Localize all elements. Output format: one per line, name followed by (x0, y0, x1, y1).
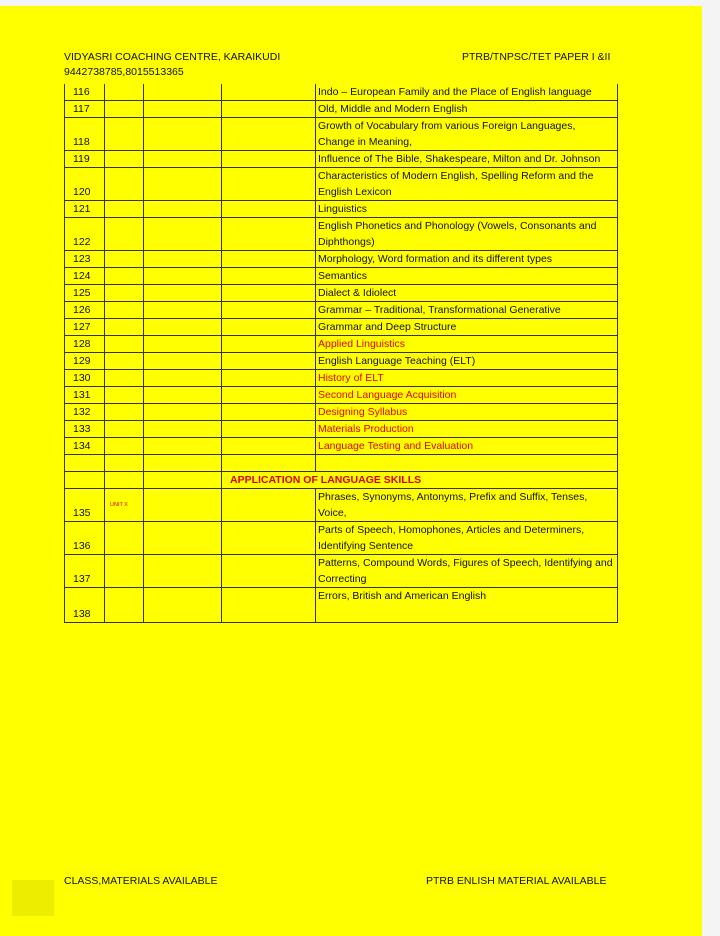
row-number: 127 (65, 319, 105, 336)
row-number: 122 (65, 218, 105, 251)
corner-mark (12, 880, 54, 916)
topic-cell-highlighted: Language Testing and Evaluation (316, 438, 618, 455)
topic-cell: Influence of The Bible, Shakespeare, Milton and Dr. Johnson (316, 151, 618, 168)
row-number: 126 (65, 302, 105, 319)
table-row (65, 421, 618, 438)
footer-left: CLASS,MATERIALS AVAILABLE (64, 875, 218, 887)
row-number: 118 (65, 118, 105, 151)
topic-cell-highlighted: Materials Production (316, 421, 618, 438)
topic-cell: Phrases, Synonyms, Antonyms, Prefix and Suffix, Tenses, Voice, (316, 489, 618, 522)
table-row (65, 151, 618, 168)
table-row (65, 336, 618, 353)
topic-cell: Semantics (316, 268, 618, 285)
row-number: 129 (65, 353, 105, 370)
section-title: APPLICATION OF LANGUAGE SKILLS (222, 472, 618, 489)
table-row (65, 251, 618, 268)
table-row (65, 302, 618, 319)
topic-cell: Old, Middle and Modern English (316, 101, 618, 118)
row-number: 116 (65, 84, 105, 101)
topic-cell: Parts of Speech, Homophones, Articles and Determiners, Identifying Sentence (316, 522, 618, 555)
topic-cell-highlighted: Applied Linguistics (316, 336, 618, 353)
table-row (65, 101, 618, 118)
table-row (65, 404, 618, 421)
topic-cell: English Phonetics and Phonology (Vowels, Consonants and Diphthongs) (316, 218, 618, 251)
topic-cell-highlighted: History of ELT (316, 370, 618, 387)
table-row (65, 168, 618, 201)
row-number: 130 (65, 370, 105, 387)
row-number: 134 (65, 438, 105, 455)
table-row (65, 588, 618, 623)
table-row (65, 319, 618, 336)
topic-cell: Indo – European Family and the Place of English language (316, 84, 618, 101)
institute-name: VIDYASRI COACHING CENTRE, KARAIKUDI (64, 51, 281, 63)
table-row (65, 201, 618, 218)
unit-label: UNIT X (105, 489, 144, 522)
row-number: 120 (65, 168, 105, 201)
row-number: 136 (65, 522, 105, 555)
table-row (65, 118, 618, 151)
topic-cell: Growth of Vocabulary from various Foreign Languages, Change in Meaning, (316, 118, 618, 151)
row-number: 135 (65, 489, 105, 522)
row-number: 123 (65, 251, 105, 268)
topic-cell: Morphology, Word formation and its different types (316, 251, 618, 268)
table-row (65, 353, 618, 370)
table-row (65, 268, 618, 285)
header-left (64, 50, 280, 80)
row-number: 128 (65, 336, 105, 353)
table-row (65, 285, 618, 302)
phone-numbers: 9442738785,8015513365 (64, 66, 184, 78)
table-row-empty (65, 455, 618, 472)
row-number: 121 (65, 201, 105, 218)
table-row (65, 438, 618, 455)
table-row (65, 489, 618, 522)
topic-cell: English Language Teaching (ELT) (316, 353, 618, 370)
row-number: 132 (65, 404, 105, 421)
topic-cell: Grammar and Deep Structure (316, 319, 618, 336)
table-row (65, 555, 618, 588)
topic-cell: Dialect & Idiolect (316, 285, 618, 302)
row-number: 117 (65, 101, 105, 118)
topic-cell-highlighted: Designing Syllabus (316, 404, 618, 421)
header-right: PTRB/TNPSC/TET PAPER I &II (462, 51, 611, 63)
topic-cell: Grammar – Traditional, Transformational Generative (316, 302, 618, 319)
table-row (65, 522, 618, 555)
topic-cell: Linguistics (316, 201, 618, 218)
row-number: 119 (65, 151, 105, 168)
topic-cell: Errors, British and American English (316, 588, 618, 623)
row-number: 138 (65, 588, 105, 623)
topic-cell: Characteristics of Modern English, Spelling Reform and the English Lexicon (316, 168, 618, 201)
table-row (65, 218, 618, 251)
row-number: 125 (65, 285, 105, 302)
row-number: 137 (65, 555, 105, 588)
table-row (65, 370, 618, 387)
topic-cell: Patterns, Compound Words, Figures of Speech, Identifying and Correcting (316, 555, 618, 588)
table-row (65, 387, 618, 404)
row-number: 133 (65, 421, 105, 438)
table-row (65, 84, 618, 101)
topic-cell-highlighted: Second Language Acquisition (316, 387, 618, 404)
section-row (65, 472, 618, 489)
footer-right: PTRB ENLISH MATERIAL AVAILABLE (426, 875, 607, 887)
row-number: 124 (65, 268, 105, 285)
row-number: 131 (65, 387, 105, 404)
syllabus-table (64, 84, 618, 623)
